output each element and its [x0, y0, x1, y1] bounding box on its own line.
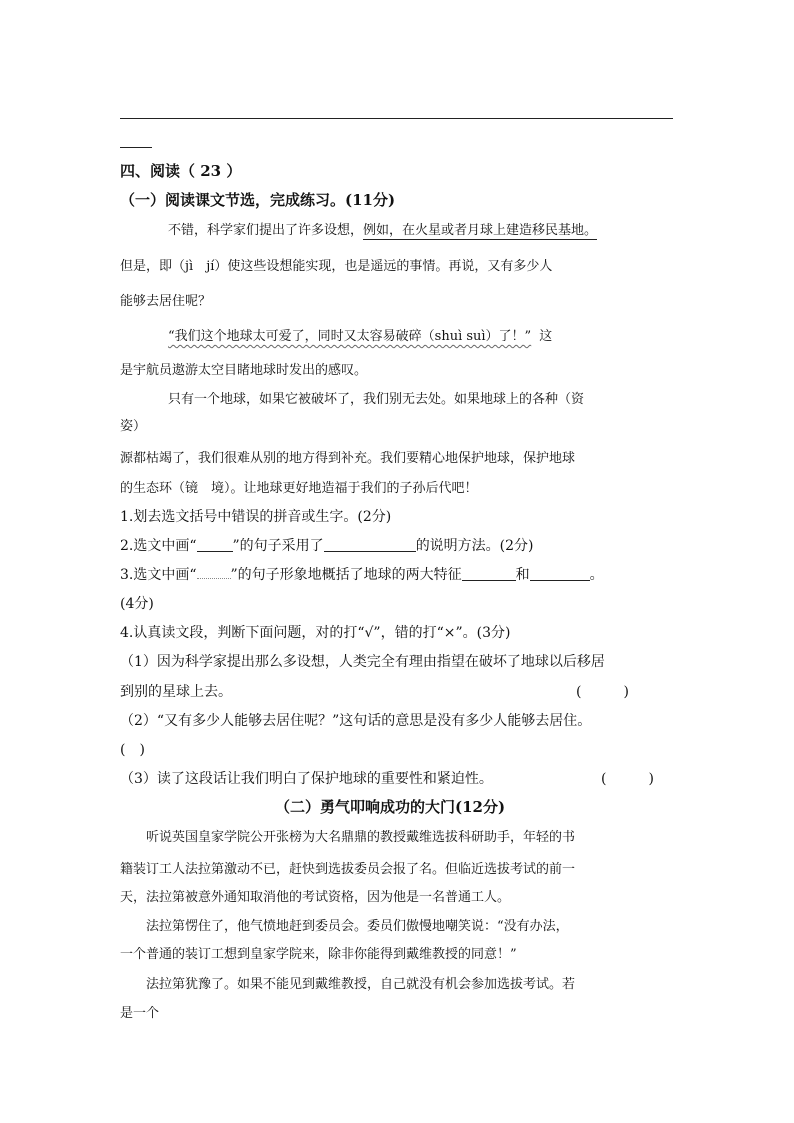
question-4-1-cont: 到别的星球上去。: [120, 684, 232, 700]
passage-text: 这: [539, 329, 553, 344]
underlined-sentence: 例如，在火星或者月球上建造移民基地。: [363, 223, 598, 238]
passage3-line: 的生态环（镜 境）。让地球更好地造福于我们的子孙后代吧！: [120, 481, 478, 496]
section-title: 四、阅读（ 23 ）: [120, 162, 242, 180]
passage2-line: 是宇航员遨游太空目睹地球时发出的感叹。: [120, 363, 368, 378]
passage-line: 是一个: [120, 1006, 160, 1021]
passage-line: 一个普通的装订工想到皇家学院来，除非你能得到戴维教授的同意！”: [120, 947, 517, 962]
question-text: 。: [589, 567, 604, 583]
passage-line: 籍装订工人法拉第激动不已，赶快到选拔委员会报了名。但临近选拔考试的前一: [120, 862, 576, 877]
part2-title: （二）勇气叩响成功的大门(12分): [275, 798, 506, 816]
judgment-parentheses[interactable]: ( ): [120, 742, 145, 758]
passage3-line: 只有一个地球，如果它被破坏了，我们别无去处。如果地球上的各种（资: [168, 392, 585, 407]
answer-line-long: [120, 118, 673, 119]
wavy-mark-blank: [197, 568, 231, 579]
question-text: 3.选文中画“: [120, 567, 197, 583]
passage3-line: 源都枯竭了，我们很难从别的地方得到补充。我们要精心地保护地球，保护地球: [120, 451, 576, 466]
question-4: 4.认真读文段，判断下面问题，对的打“√”，错的打“×”。(3分): [120, 625, 511, 641]
question-text: 和: [515, 567, 530, 583]
question-text: 的说明方法。(2分): [415, 538, 534, 554]
question-1: 1.划去选文括号中错误的拼音或生字。(2分): [120, 509, 392, 525]
answer-blank[interactable]: [462, 566, 516, 581]
passage1-line: 但是，即（jì jí）使这些设想能实现，也是遥远的事情。再说，又有多少人: [120, 259, 553, 274]
judgment-parentheses[interactable]: ( ): [576, 684, 629, 700]
answer-blank[interactable]: [197, 537, 233, 552]
passage-line: 法拉第愣住了，他气愤地赶到委员会。委员们傲慢地嘲笑说：“没有办法，: [146, 919, 569, 934]
judgment-parentheses[interactable]: ( ): [601, 771, 654, 787]
answer-line-short: [120, 147, 152, 148]
question-text: 2.选文中画“: [120, 538, 197, 554]
question-4-3: （3）读了这段话让我们明白了保护地球的重要性和紧迫性。: [120, 771, 493, 787]
part1-title: （一）阅读课文节选，完成练习。(11分): [120, 191, 396, 209]
passage3-line: 姿）: [120, 419, 147, 434]
question-4-2: （2）“又有多少人能够去居住呢？”这句话的意思是没有多少人能够去居住。: [120, 713, 592, 729]
answer-blank[interactable]: [530, 566, 590, 581]
question-4-1: （1）因为科学家提出那么多设想，人类完全有理由指望在破坏了地球以后移居: [120, 654, 605, 670]
question-3: [120, 564, 604, 584]
passage-line: 听说英国皇家学院公开张榜为大名鼎鼎的教授戴维选拔科研助手，年轻的书: [146, 830, 576, 845]
passage-line: 天，法拉第被意外通知取消他的考试资格，因为他是一名普通工人。: [120, 890, 511, 905]
passage2-line: [168, 325, 552, 344]
passage1-line: 能够去居住呢？: [120, 294, 212, 309]
passage1-line: [168, 219, 597, 238]
passage-line: 法拉第犹豫了。如果不能见到戴维教授，自己就没有机会参加选拔考试。若: [146, 977, 576, 992]
passage-text: 不错，科学家们提出了许多设想，: [168, 223, 364, 238]
question-2: [120, 535, 534, 555]
wavy-underlined-sentence: “我们这个地球太可爱了，同时又太容易破碎（shuì suì）了！”: [168, 329, 532, 344]
question-text: ”的句子形象地概括了地球的两大特征: [230, 567, 462, 583]
answer-blank[interactable]: [324, 537, 416, 552]
question-text: ”的句子采用了: [232, 538, 324, 554]
question-3-score: (4分): [120, 596, 154, 612]
